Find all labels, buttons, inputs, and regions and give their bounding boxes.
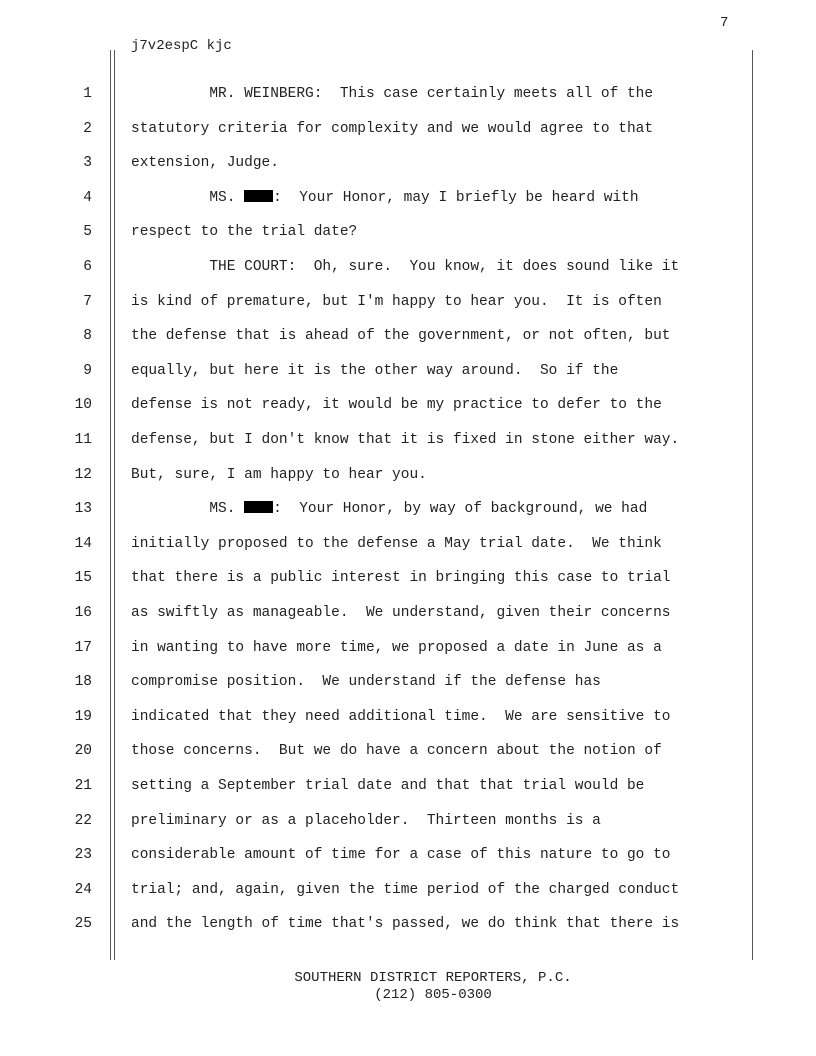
transcript-line xyxy=(0,459,816,494)
transcript-line xyxy=(0,78,816,113)
line-text xyxy=(131,605,671,621)
line-number: 21 xyxy=(74,778,92,794)
line-number: 12 xyxy=(74,466,92,483)
line-text xyxy=(131,432,679,448)
line-text-segment: defense is not ready, it would be my practice to defer to the xyxy=(131,397,662,414)
line-number: 2 xyxy=(83,120,92,137)
line-text xyxy=(131,259,679,275)
line-text-segment: considerable amount of time for a case of this nature to go to xyxy=(131,847,671,864)
transcript-line xyxy=(0,424,816,459)
line-text-segment: that there is a public interest in bringing this case to trial xyxy=(131,570,671,587)
transcript-line xyxy=(0,874,816,909)
line-text xyxy=(131,121,653,137)
line-text-segment: respect to the trial date? xyxy=(131,224,358,241)
line-text-segment: statutory criteria for complexity and we would agree to that xyxy=(131,120,654,137)
transcript-line xyxy=(0,389,816,424)
footer-reporter-name: SOUTHERN DISTRICT REPORTERS, P.C. xyxy=(294,970,572,986)
transcript-line xyxy=(0,701,816,736)
header-code: j7v2espC kjc xyxy=(131,38,232,54)
line-text-segment: is kind of premature, but I'm happy to hear you. It is often xyxy=(131,293,662,310)
transcript-line xyxy=(0,632,816,667)
line-text-segment: THE COURT: Oh, sure. You know, it does sound like it xyxy=(131,259,680,275)
line-text xyxy=(131,294,662,310)
line-number: 4 xyxy=(83,189,92,206)
line-number: 7 xyxy=(83,293,92,310)
line-text-segment: trial; and, again, given the time period of the charged conduct xyxy=(131,881,680,898)
line-number: 16 xyxy=(74,605,92,621)
line-text-segment: preliminary or as a placeholder. Thirteen months is a xyxy=(131,812,601,829)
line-number: 25 xyxy=(74,916,92,933)
line-text-segment: compromise position. We understand if the defense has xyxy=(131,674,601,691)
transcript-line xyxy=(0,147,816,182)
line-text xyxy=(131,224,357,240)
line-text xyxy=(131,467,427,483)
transcript-line xyxy=(0,528,816,563)
transcript-line xyxy=(0,597,816,632)
redaction-box xyxy=(244,501,273,513)
footer-phone: (212) 805-0300 xyxy=(374,987,492,1003)
line-text xyxy=(131,328,671,344)
transcript-line xyxy=(0,286,816,321)
line-text-segment: MS. xyxy=(131,501,245,518)
line-text xyxy=(131,640,662,656)
line-number: 22 xyxy=(74,812,92,829)
line-text xyxy=(131,570,671,586)
line-text xyxy=(131,674,601,690)
line-number: 9 xyxy=(83,362,92,379)
page-number: 7 xyxy=(720,15,729,31)
line-number: 17 xyxy=(74,639,92,656)
line-text xyxy=(131,86,653,102)
line-text-segment: indicated that they need additional time. We are sensitive to xyxy=(131,708,671,725)
line-text xyxy=(131,743,662,759)
line-text-segment: MR. WEINBERG: This case certainly meets all of the xyxy=(131,86,654,102)
line-text-segment: in wanting to have more time, we proposed a date in June as a xyxy=(131,639,662,656)
line-text-segment: extension, Judge. xyxy=(131,155,279,172)
line-text xyxy=(131,916,679,932)
line-text xyxy=(131,363,618,379)
line-number: 15 xyxy=(74,570,92,587)
line-text xyxy=(131,847,671,863)
line-text xyxy=(131,536,662,552)
line-text-segment: : Your Honor, may I briefly be heard with xyxy=(273,189,639,206)
line-number: 19 xyxy=(74,708,92,725)
line-text-segment: and the length of time that's passed, we do think that there is xyxy=(131,916,680,933)
transcript-line xyxy=(0,839,816,874)
line-text xyxy=(131,709,671,725)
transcript-line xyxy=(0,770,816,805)
line-number: 23 xyxy=(74,847,92,864)
transcript-line xyxy=(0,216,816,251)
transcript-line xyxy=(0,355,816,390)
line-number: 5 xyxy=(83,224,92,241)
line-number: 14 xyxy=(74,535,92,552)
line-number: 20 xyxy=(74,743,92,760)
line-number: 24 xyxy=(74,881,92,898)
line-number: 1 xyxy=(83,86,92,102)
line-number: 6 xyxy=(83,259,92,275)
transcript-line xyxy=(0,908,816,943)
line-text xyxy=(131,813,601,829)
transcript-line xyxy=(0,735,816,770)
line-text-segment: defense, but I don't know that it is fixed in stone either way. xyxy=(131,432,680,448)
transcript-line xyxy=(0,562,816,597)
line-text xyxy=(131,155,279,171)
transcript-line xyxy=(0,666,816,701)
line-text-segment: initially proposed to the defense a May trial date. We think xyxy=(131,535,662,552)
line-text xyxy=(131,501,647,517)
transcript-line xyxy=(0,493,816,528)
transcript-line xyxy=(0,251,816,286)
line-number: 13 xyxy=(74,501,92,518)
line-text xyxy=(131,882,679,898)
line-number: 8 xyxy=(83,328,92,345)
redaction-box xyxy=(244,190,273,202)
line-text xyxy=(131,190,639,206)
footer xyxy=(0,970,816,1004)
line-text-segment: equally, but here it is the other way around. So if the xyxy=(131,362,619,379)
line-number: 3 xyxy=(83,155,92,172)
line-number: 18 xyxy=(74,674,92,691)
transcript-line xyxy=(0,805,816,840)
line-text xyxy=(131,397,662,413)
line-text-segment: But, sure, I am happy to hear you. xyxy=(131,466,427,483)
line-text xyxy=(131,778,644,794)
line-text-segment: setting a September trial date and that that trial would be xyxy=(131,778,645,794)
line-number: 10 xyxy=(74,397,92,414)
line-text-segment: MS. xyxy=(131,189,245,206)
line-text-segment: as swiftly as manageable. We understand, given their concerns xyxy=(131,605,671,621)
line-text-segment: : Your Honor, by way of background, we had xyxy=(273,501,648,518)
line-text-segment: those concerns. But we do have a concern about the notion of xyxy=(131,743,662,760)
line-number: 11 xyxy=(74,432,92,448)
transcript-line xyxy=(0,182,816,217)
transcript-line xyxy=(0,113,816,148)
line-text-segment: the defense that is ahead of the government, or not often, but xyxy=(131,328,671,345)
transcript-line xyxy=(0,320,816,355)
